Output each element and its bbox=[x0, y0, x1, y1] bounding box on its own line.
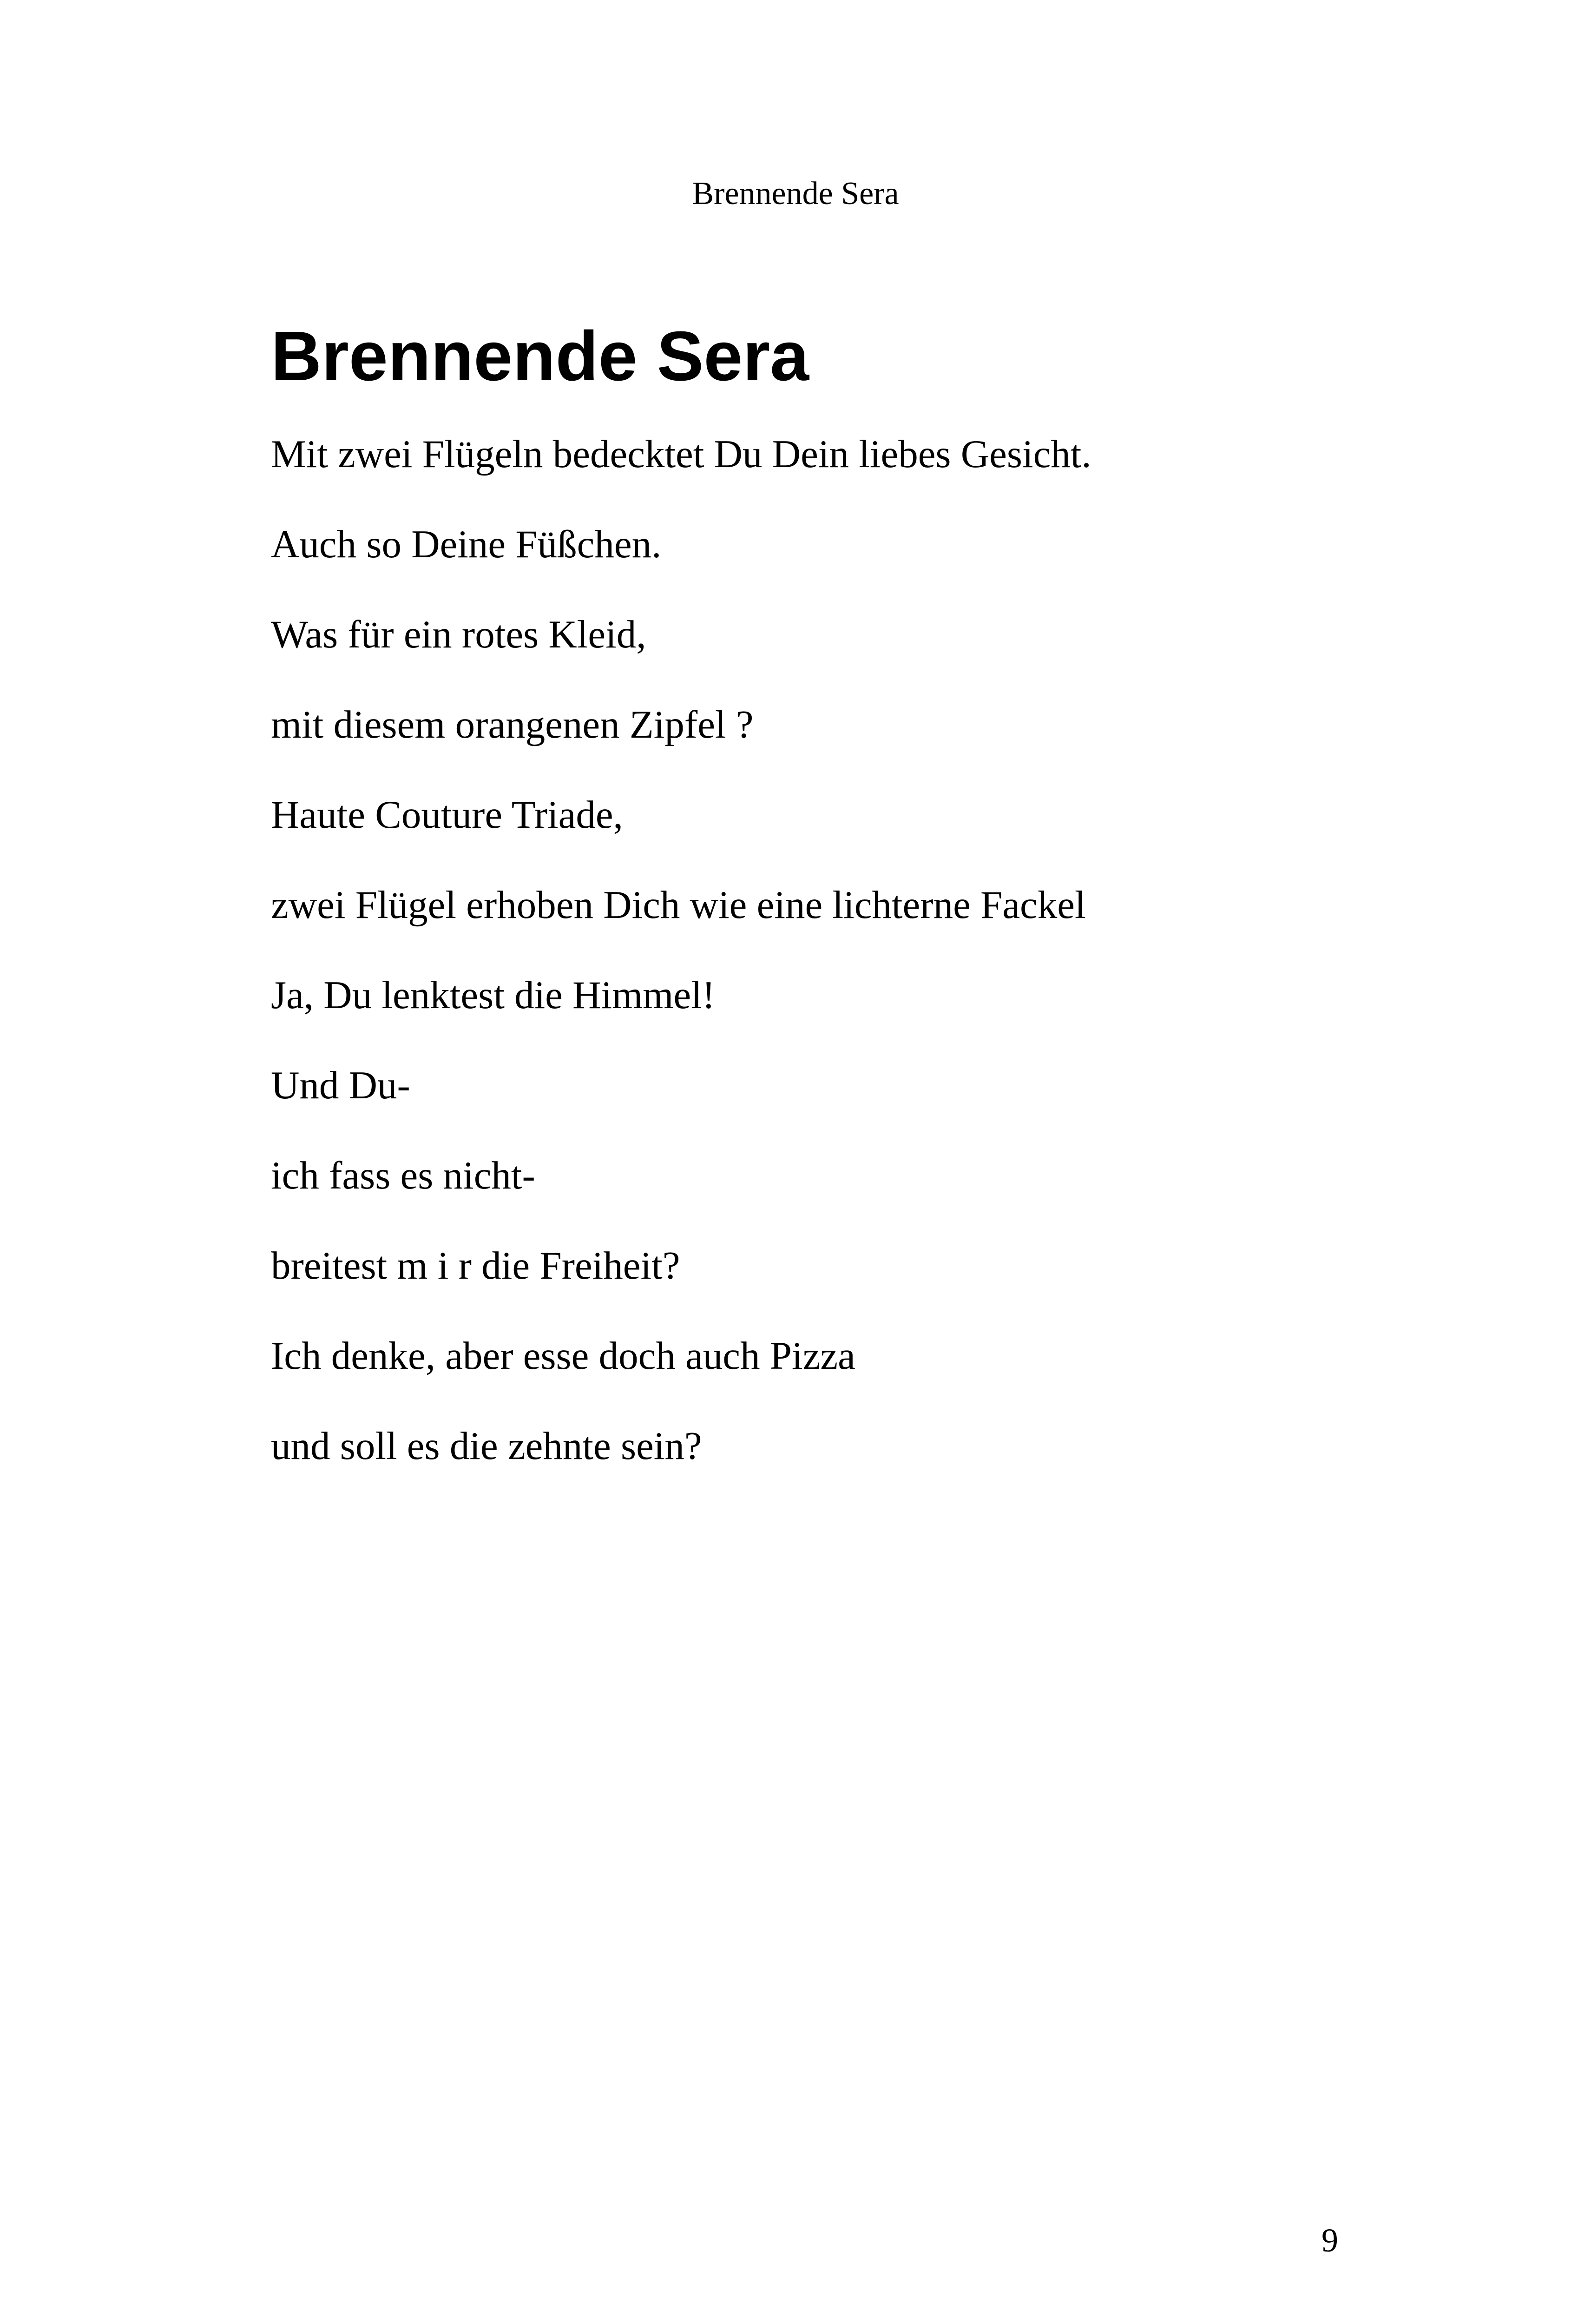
poem-line: Ja, Du lenktest die Himmel! bbox=[271, 973, 716, 1017]
poem-line: Und Du- bbox=[271, 1063, 410, 1107]
poem-title: Brennende Sera bbox=[271, 317, 809, 395]
poem-line: Auch so Deine Füßchen. bbox=[271, 522, 662, 566]
poem-line: ich fass es nicht- bbox=[271, 1154, 535, 1197]
poem-line: Mit zwei Flügeln bedecktet Du Dein liebes Gesicht. bbox=[271, 432, 1091, 476]
poem-line: Ich denke, aber esse doch auch Pizza bbox=[271, 1334, 855, 1378]
poem-line: breitest m i r die Freiheit? bbox=[271, 1244, 680, 1287]
poem-line: Was für ein rotes Kleid, bbox=[271, 613, 646, 656]
poem-line: zwei Flügel erhoben Dich wie eine lichterne Fackel bbox=[271, 883, 1086, 927]
poem-line: mit diesem orangenen Zipfel ? bbox=[271, 703, 754, 746]
running-header: Brennende Sera bbox=[692, 176, 899, 211]
page-number: 9 bbox=[1321, 2222, 1338, 2259]
poem-line: Haute Couture Triade, bbox=[271, 793, 623, 837]
poem-body bbox=[271, 429, 1091, 1511]
poem-line: und soll es die zehnte sein? bbox=[271, 1424, 702, 1468]
